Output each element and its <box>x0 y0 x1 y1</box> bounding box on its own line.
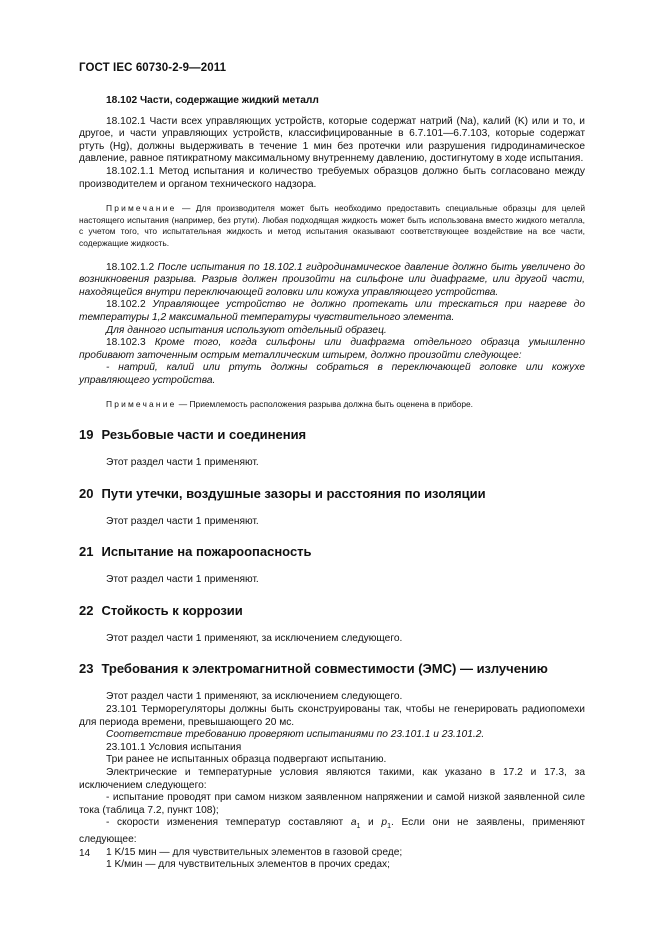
variable-a: a <box>350 817 357 829</box>
text-run: и <box>360 817 382 829</box>
page-number: 14 <box>79 848 91 859</box>
paragraph-18-102-2 <box>79 299 585 324</box>
section-heading-19 <box>79 427 585 443</box>
paragraph-23-101: 23.101 Терморегуляторы должны быть сконструированы так, чтобы не генерировать радиопомехи для периода времени, превышающего 20 мс. <box>79 704 585 728</box>
clause-text: Кроме того, когда сильфоны или диафрагма отдельного образца умышленно пробивают заточенным острым металлическим штырем, должно произойти следующее: <box>79 337 585 361</box>
section-heading-22 <box>79 603 585 619</box>
subsection-title-18-102: 18.102 Части, содержащие жидкий металл <box>106 95 319 106</box>
note-text: — Для производителя может быть необходимо предоставить специальные образцы для целей настоящего испытания (например, без ртути). Любая подходящая жидкость может быть использована вместо жидкого металла, с учетом того, что испытательная жидкость и метод испытания оказывают соответствующее воздействие на все части, содержащие жидкость. <box>79 203 585 248</box>
paragraph-separate-sample: Для данного испытания используют отдельный образец. <box>106 324 387 336</box>
clause-text: После испытания по 18.102.1 гидродинамическое давление должно быть увеличено до возникновения разрыва. Разрыв должен произойти на сильфоне или диафрагме, или другой части, находящейся внутри переключающей головки или кожуха управляющего устройства. <box>79 261 585 298</box>
section-body-22: Этот раздел части 1 применяют, за исключением следующего. <box>106 632 403 644</box>
note-1 <box>79 203 585 249</box>
paragraph-conditions: Электрические и температурные условия являются такими, как указано в 17.2 и 17.3, за исключением следующего: <box>79 767 585 791</box>
section-number: 22 <box>79 602 94 618</box>
section-title: Испытание на пожароопасность <box>101 544 312 560</box>
paragraph-18-102-1-1: 18.102.1.1 Метод испытания и количество требуемых образцов должно быть согласовано между производителем и органом технического надзора. <box>79 165 585 190</box>
section-body-19: Этот раздел части 1 применяют. <box>106 457 259 469</box>
paragraph-other-rate: 1 K/мин — для чувствительных элементов в прочих средах; <box>106 859 390 871</box>
section-heading-20 <box>79 486 585 502</box>
section-number: 23 <box>79 661 94 677</box>
section-heading-23 <box>79 661 585 677</box>
clause-number: 18.102.3 <box>106 337 146 349</box>
text-run: . Если они не заявлены, применяют следующее: <box>79 817 585 845</box>
subscript: 1 <box>387 823 391 831</box>
document-header: ГОСТ IEC 60730-2-9—2011 <box>79 62 227 74</box>
section-number: 20 <box>79 485 94 501</box>
subscript: 1 <box>356 823 361 831</box>
section-title: Стойкость к коррозии <box>101 602 243 618</box>
note-label: Примечание <box>106 399 177 410</box>
variable-p: p <box>381 817 388 829</box>
paragraph-18-102-1: 18.102.1 Части всех управляющих устройств, которые содержат натрий (Na), калий (K) или и то, и другое, и части управляющих устройств, классифицированные в 6.7.101—6.7.103, которые содержат ртуть (Hg), должны выдерживать в течение 1 мин без протечки или разрушения гидродинамическое давление, равное пятикратному максимальному внутреннему давлению, достигнутому в ходе испытания. <box>79 115 585 165</box>
paragraph-lowest-voltage: - испытание проводят при самом низком заявленном напряжении и самой низкой заявленной силе тока (таблица 7.2, пункт 108); <box>79 792 585 816</box>
section-heading-21 <box>79 544 585 560</box>
section-body-23: Этот раздел части 1 применяют, за исключением следующего. <box>106 691 403 703</box>
section-title: Требования к электромагнитной совместимости (ЭМС) — излучению <box>101 661 548 677</box>
paragraph-compliance: Соответствие требованию проверяют испытаниями по 23.101.1 и 23.101.2. <box>106 729 485 741</box>
paragraph-rates <box>79 817 585 846</box>
paragraph-18-102-3 <box>79 337 585 362</box>
section-title: Резьбовые части и соединения <box>101 427 307 443</box>
paragraph-gas-rate: 1 K/15 мин — для чувствительных элементов в газовой среде; <box>106 846 403 858</box>
section-body-21: Этот раздел части 1 применяют. <box>106 574 259 586</box>
clause-number: 18.102.2 <box>106 299 146 311</box>
note-2 <box>79 399 585 411</box>
section-body-20: Этот раздел части 1 применяют. <box>106 515 259 527</box>
note-text: — Приемлемость расположения разрыва должна быть оценена в приборе. <box>176 399 473 410</box>
section-number: 19 <box>79 427 94 443</box>
text-run: - скорости изменения температур составляют <box>106 817 351 829</box>
paragraph-18-102-1-2 <box>79 262 585 300</box>
page-content <box>79 95 585 872</box>
clause-text: Управляющее устройство не должно протекать или трескаться при нагреве до температуры 1,2 максимальной температуры чувствительного элемента. <box>79 299 585 323</box>
note-label: Примечание <box>106 203 177 214</box>
paragraph-samples: Три ранее не испытанных образца подвергают испытанию. <box>106 754 387 766</box>
section-number: 21 <box>79 544 94 560</box>
clause-number: 18.102.1.2 <box>106 261 155 273</box>
paragraph-23-101-1: 23.101.1 Условия испытания <box>106 741 242 753</box>
paragraph-liquid-collect: - натрий, калий или ртуть должны собраться в переключающей головке или кожухе управляющего устройства. <box>79 362 585 386</box>
section-title: Пути утечки, воздушные зазоры и расстояния по изоляции <box>101 485 486 501</box>
